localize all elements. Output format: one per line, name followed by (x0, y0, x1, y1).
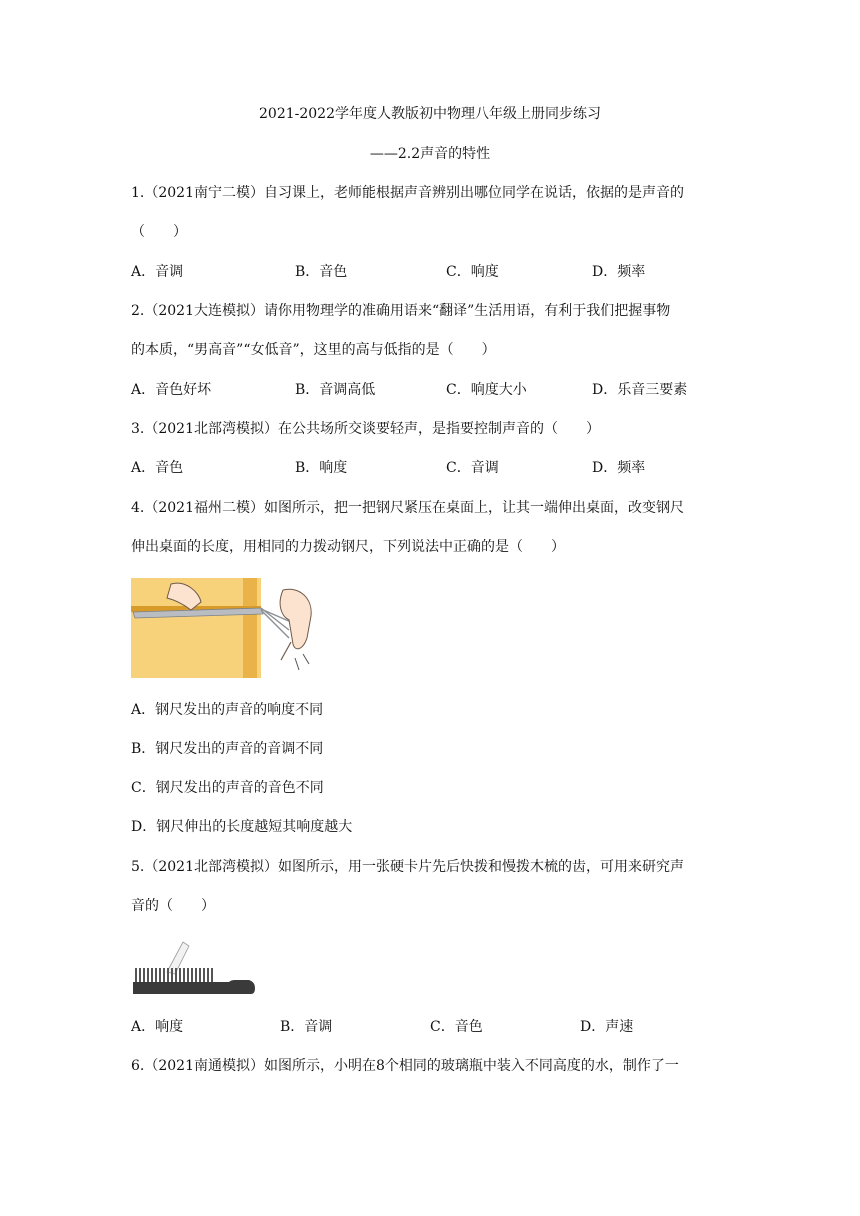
q5-stem-line1: 5.（2021北部湾模拟）如图所示，用一张硬卡片先后快拨和慢拨木梳的齿，可用来研究声 (131, 859, 684, 875)
table-leg (243, 578, 257, 678)
q5-option-a: A．响度 (131, 1019, 184, 1035)
comb-figure-svg (131, 936, 256, 1000)
q5-option-c: C．音色 (430, 1019, 483, 1035)
q1-option-c: C．响度 (446, 264, 499, 280)
q4-stem-line1: 4.（2021福州二模）如图所示，把一把钢尺紧压在桌面上，让其一端伸出桌面，改变钢尺 (131, 500, 684, 516)
ruler-on-table-figure (131, 578, 321, 678)
q2-option-a: A．音色好坏 (131, 382, 212, 398)
q3-stem-line1: 3.（2021北部湾模拟）在公共场所交谈要轻声，是指要控制声音的（ ） (131, 421, 600, 437)
q2-stem-line1: 2.（2021大连模拟）请你用物理学的准确用语来“翻译”生活用语，有利于我们把握事物 (131, 303, 671, 319)
q3-option-d: D．频率 (592, 460, 646, 476)
q4-option-a: A．钢尺发出的声音的响度不同 (131, 702, 324, 718)
q4-option-b: B．钢尺发出的声音的音调不同 (131, 741, 324, 757)
q4-stem-line2: 伸出桌面的长度，用相同的力拨动钢尺，下列说法中正确的是（ ） (131, 539, 565, 555)
q5-option-b: B．音调 (280, 1019, 333, 1035)
document-subtitle: ——2.2声音的特性 (369, 146, 491, 162)
q1-option-b: B．音色 (295, 264, 348, 280)
q3-option-b: B．响度 (295, 460, 348, 476)
q1-stem-line1: 1.（2021南宁二模）自习课上，老师能根据声音辨别出哪位同学在说话，依据的是声音的 (131, 185, 684, 201)
q4-option-c: C．钢尺发出的声音的音色不同 (131, 780, 324, 796)
q2-option-d: D．乐音三要素 (592, 382, 688, 398)
q2-option-c: C．响度大小 (446, 382, 527, 398)
q2-stem-line2: 的本质，“男高音”“女低音”，这里的高与低指的是（ ） (131, 342, 496, 358)
ruler-figure-svg (131, 578, 321, 678)
q4-option-d: D．钢尺伸出的长度越短其响度越大 (131, 819, 353, 835)
comb-and-card-figure (131, 936, 256, 1000)
q2-option-b: B．音调高低 (295, 382, 376, 398)
q6-stem-line1: 6.（2021南通模拟）如图所示，小明在8个相同的玻璃瓶中装入不同高度的水，制作了一 (131, 1058, 679, 1074)
document-title: 2021-2022学年度人教版初中物理八年级上册同步练习 (259, 106, 601, 122)
q1-stem-line2: （ ） (131, 224, 187, 240)
comb-handle (133, 980, 255, 994)
q3-option-c: C．音调 (446, 460, 499, 476)
q5-option-d: D．声速 (580, 1019, 634, 1035)
q1-option-d: D．频率 (592, 264, 646, 280)
q3-option-a: A．音色 (131, 460, 184, 476)
q5-stem-line2: 音的（ ） (131, 898, 215, 914)
hard-card (167, 942, 189, 974)
q1-option-a: A．音调 (131, 264, 184, 280)
